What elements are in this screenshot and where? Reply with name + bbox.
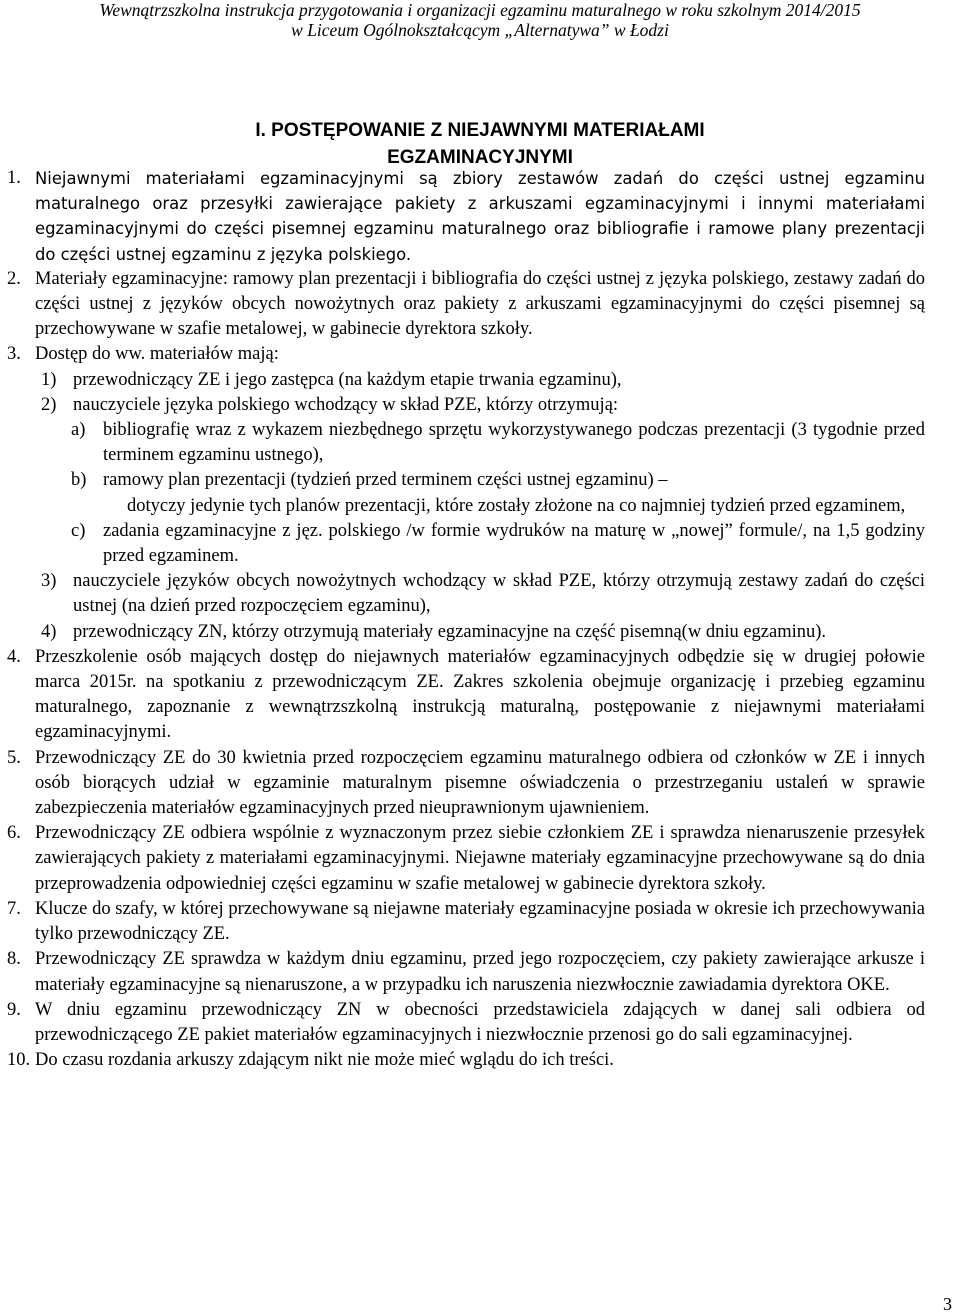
- item-number: 5.: [7, 747, 21, 768]
- item-text: Przewodniczący ZE odbiera wspólnie z wyznaczonym przez siebie członkiem ZE i sprawdza nienaruszenie przesyłek zawierających pakiety z materiałami egzaminacyjnymi. Niejawne materiały egzaminacyjne przechowywane są do dnia przeprowadzenia odpowiedniej części egzaminu w szafie metalowej w gabinecie dyrektora szkoły.: [35, 823, 925, 894]
- document-header: [0, 0, 960, 40]
- point-text: nauczyciele języka polskiego wchodzący w skład PZE, którzy otrzymują:: [73, 394, 619, 415]
- point-number: 4): [41, 621, 57, 642]
- item-number: 4.: [7, 646, 21, 667]
- list-item-6: [7, 821, 925, 897]
- section-title: [0, 117, 960, 171]
- list-item-10: [7, 1048, 925, 1073]
- item-text: Przeszkolenie osób mających dostęp do niejawnych materiałów egzaminacyjnych odbędzie się w drugiej połowie marca 2015r. na spotkaniu z przewodniczącym ZE. Zakres szkolenia obejmuje organizację i przebieg egzaminu maturalnego, zapoznanie z wewnątrzszkolną instrukcją maturalną, postępowanie z niejawnymi materiałami egzaminacyjnymi.: [35, 646, 925, 743]
- item-text: Przewodniczący ZE sprawdza w każdym dniu egzaminu, przed jego rozpoczęciem, czy pakiety zawierające arkusze i materiały egzaminacyjne są nienaruszone, a w przypadku ich naruszenia niezwłocznie zawiadamia dyrektora OKE.: [35, 949, 925, 995]
- header-line-1: Wewnątrzszkolna instrukcja przygotowania i organizacji egzaminu maturalnego w roku szkolnym 2014/2015: [99, 0, 861, 20]
- point-text: przewodniczący ZN, którzy otrzymują materiały egzaminacyjne na część pisemną(w dniu egzaminu).: [73, 621, 827, 642]
- list-item-1: [7, 166, 925, 267]
- subpoint-letter: b): [71, 470, 87, 491]
- access-subpoint-b: [7, 468, 925, 493]
- item-number: 3.: [7, 344, 21, 365]
- list-item-5: [7, 746, 925, 822]
- list-item-2: [7, 267, 925, 343]
- item-number: 8.: [7, 949, 21, 970]
- item-text: Niejawnymi materiałami egzaminacyjnymi są zbiory zestawów zadań do części ustnej egzaminu maturalnego oraz przesyłki zawierające pakiety z arkuszami egzaminacyjnymi i innymi materiałami egzaminacyjnymi do części pisemnej egzaminu maturalnego oraz bibliografie i ramowe plany prezentacji do części ustnej egzaminu z języka polskiego.: [35, 169, 925, 264]
- item-text: Klucze do szafy, w której przechowywane są niejawne materiały egzaminacyjne posiada w okresie ich przechowywania tylko przewodniczący ZE.: [35, 898, 925, 945]
- subpoint-b-note: dotyczy jedynie tych planów prezentacji, które zostały złożone na co najmniej tydzień przed egzaminem,: [127, 495, 906, 516]
- list-item-3: [7, 342, 925, 367]
- item-text: Przewodniczący ZE do 30 kwietnia przed rozpoczęciem egzaminu maturalnego odbiera od członków w ZE i innych osób biorących udział w egzaminie maturalnym pisemne oświadczenia o przestrzeganiu ustaleń w sprawie zabezpieczenia materiałów egzaminacyjnych przed nieuprawnionym ujawnieniem.: [35, 747, 925, 819]
- access-subpoint-a: [7, 418, 925, 468]
- item-number: 1.: [7, 168, 21, 188]
- item-number: 9.: [7, 999, 21, 1020]
- item-number: 2.: [7, 268, 21, 289]
- item-number: 10.: [7, 1050, 31, 1071]
- point-number: 1): [41, 369, 57, 390]
- access-point-3: [7, 569, 925, 619]
- subpoint-text: zadania egzaminacyjne z jęz. polskiego /w formie wydruków na maturę w „nowej” formule/, na 1,5 godziny przed egzaminem.: [103, 520, 925, 567]
- header-line-2: w Liceum Ogólnokształcącym „Alternatywa” w Łodzi: [291, 20, 669, 40]
- title-line-2: EGZAMINACYJNYMI: [387, 147, 573, 168]
- item-text: Do czasu rozdania arkuszy zdającym nikt nie może mieć wglądu do ich treści.: [35, 1050, 614, 1071]
- item-text: Dostęp do ww. materiałów mają:: [35, 344, 279, 365]
- point-number: 3): [41, 571, 57, 592]
- list-item-9: [7, 998, 925, 1048]
- item-text: W dniu egzaminu przewodniczący ZN w obecności przedstawiciela zdających w danej sali odbiera od przewodniczącego ZE pakiet materiałów egzaminacyjnych i niezwłocznie przenosi go do sali egzaminacyjnej.: [35, 999, 925, 1045]
- item-number: 7.: [7, 898, 21, 919]
- list-item-7: [7, 897, 925, 947]
- item-text: Materiały egzaminacyjne: ramowy plan prezentacji i bibliografia do części ustnej z języka polskiego, zestawy zadań do części ustnej z języków obcych nowożytnych oraz pakiety z arkuszami egzaminacyjnymi do części pisemnej są przechowywane w szafie metalowej, w gabinecie dyrektora szkoły.: [35, 268, 925, 340]
- point-number: 2): [41, 394, 57, 415]
- list-item-4: [7, 645, 925, 746]
- access-subpoint-c: [7, 519, 925, 569]
- subpoint-letter: a): [71, 420, 86, 441]
- item-number: 6.: [7, 823, 21, 844]
- point-text: przewodniczący ZE i jego zastępca (na każdym etapie trwania egzaminu),: [73, 369, 622, 390]
- document-body: [7, 166, 925, 1073]
- list-item-8: [7, 947, 925, 997]
- subpoint-text: ramowy plan prezentacji (tydzień przed terminem części ustnej egzaminu) –: [103, 470, 668, 491]
- subpoint-letter: c): [71, 520, 86, 541]
- page-number: 3: [943, 1294, 952, 1314]
- access-point-2: [7, 393, 925, 418]
- access-point-4: [7, 620, 925, 645]
- title-line-1: I. POSTĘPOWANIE Z NIEJAWNYMI MATERIAŁAMI: [255, 120, 705, 141]
- point-text: nauczyciele języków obcych nowożytnych wchodzący w skład PZE, którzy otrzymują zestawy zadań do części ustnej (na dzień przed rozpoczęciem egzaminu),: [73, 571, 925, 617]
- access-point-1: [7, 368, 925, 393]
- subpoint-text: bibliografię wraz z wykazem niezbędnego sprzętu wykorzystywanego podczas prezentacji (3 tygodnie przed terminem egzaminu ustnego),: [103, 420, 925, 466]
